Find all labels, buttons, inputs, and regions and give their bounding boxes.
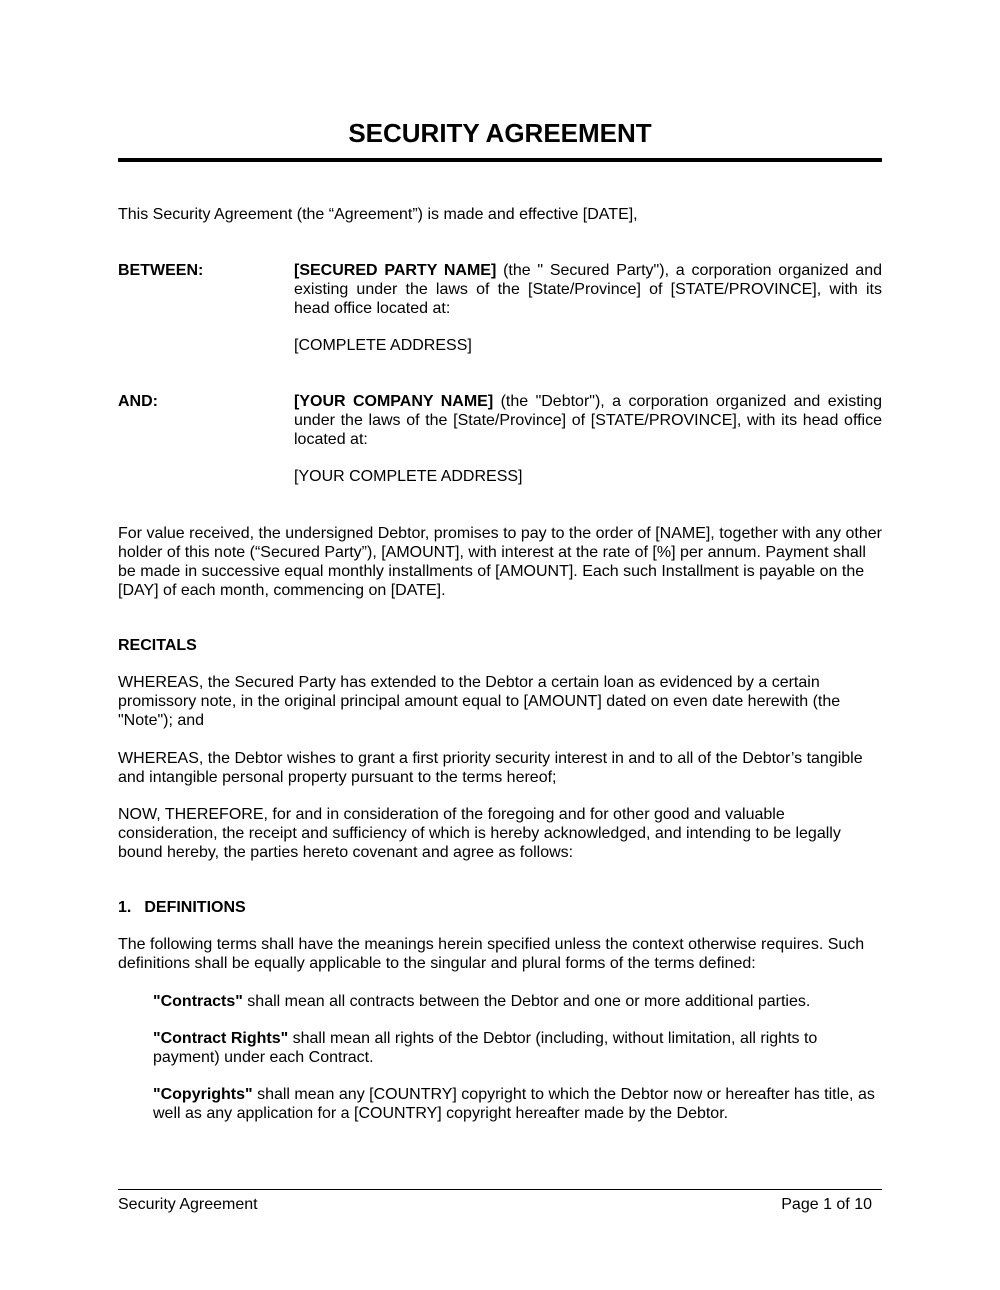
secured-party-text: (the " Secured Party"), a corporation organized and existing under the laws of the [State/Province] of [STATE/PROVINCE], with its head office located at:	[294, 262, 883, 317]
payment-paragraph: For value received, the undersigned Debtor, promises to pay to the order of [NAME], together with any other holder of this note (“Secured Party”), [AMOUNT], with interest at the rate of [%] per annum. Payment shall be made in successive equal monthly installments of [AMOUNT]. Each such Installment is payable on the [DAY] of each month, commencing on [DATE].	[118, 525, 882, 599]
intro-paragraph: This Security Agreement (the “Agreement”) is made and effective [DATE],	[118, 206, 638, 223]
definition-contracts	[153, 992, 882, 1011]
debtor-address: [YOUR COMPLETE ADDRESS]	[294, 468, 523, 485]
between-label: BETWEEN:	[118, 262, 204, 279]
definition-term: "Contract Rights"	[153, 1030, 289, 1047]
footer-page-number: Page 1 of 10	[781, 1196, 872, 1213]
document-title: SECURITY AGREEMENT	[348, 118, 652, 148]
definition-term: "Contracts"	[153, 993, 243, 1010]
definitions-intro: The following terms shall have the meanings herein specified unless the context otherwise requires. Such definitions shall be equally applicable to the singular and plural forms of the terms defined:	[118, 936, 865, 972]
secured-party-name: [SECURED PARTY NAME]	[294, 262, 497, 279]
debtor-paragraph	[294, 392, 882, 449]
secured-party-paragraph	[294, 261, 882, 318]
definition-text: shall mean all contracts between the Debtor and one or more additional parties.	[242, 993, 811, 1010]
title-divider	[118, 158, 882, 162]
and-label: AND:	[118, 393, 158, 410]
recitals-heading: RECITALS	[118, 637, 197, 654]
debtor-name: [YOUR COMPANY NAME]	[294, 393, 494, 410]
footer-document-name: Security Agreement	[118, 1196, 258, 1213]
recital-paragraph-3: NOW, THEREFORE, for and in consideration of the foregoing and for other good and valuable consideration, the receipt and sufficiency of which is hereby acknowledged, and intending to be legally bound hereby, the parties hereto covenant and agree as follows:	[118, 806, 841, 861]
definitions-title: DEFINITIONS	[144, 899, 246, 916]
secured-party-address: [COMPLETE ADDRESS]	[294, 337, 472, 354]
definition-text: shall mean all rights of the Debtor (including, without limitation, all rights to payment) under each Contract.	[153, 1030, 818, 1066]
definitions-heading	[118, 898, 246, 917]
definition-term: "Copyrights"	[153, 1086, 253, 1103]
debtor-text: (the "Debtor"), a corporation organized and existing under the laws of the [State/Province] of [STATE/PROVINCE], with its head office located at:	[294, 393, 883, 448]
definition-text: shall mean any [COUNTRY] copyright to which the Debtor now or hereafter has title, as well as any application for a [COUNTRY] copyright hereafter made by the Debtor.	[153, 1086, 875, 1122]
definition-copyrights	[153, 1085, 882, 1123]
definitions-number: 1.	[118, 899, 132, 916]
recital-paragraph-2: WHEREAS, the Debtor wishes to grant a first priority security interest in and to all of the Debtor’s tangible and intangible personal property pursuant to the terms hereof;	[118, 750, 863, 786]
definition-contract-rights	[153, 1029, 882, 1067]
recital-paragraph-1: WHEREAS, the Secured Party has extended to the Debtor a certain loan as evidenced by a certain promissory note, in the original principal amount equal to [AMOUNT] dated on even date herewith (the "Note"); and	[118, 674, 841, 729]
footer-divider	[118, 1189, 882, 1190]
